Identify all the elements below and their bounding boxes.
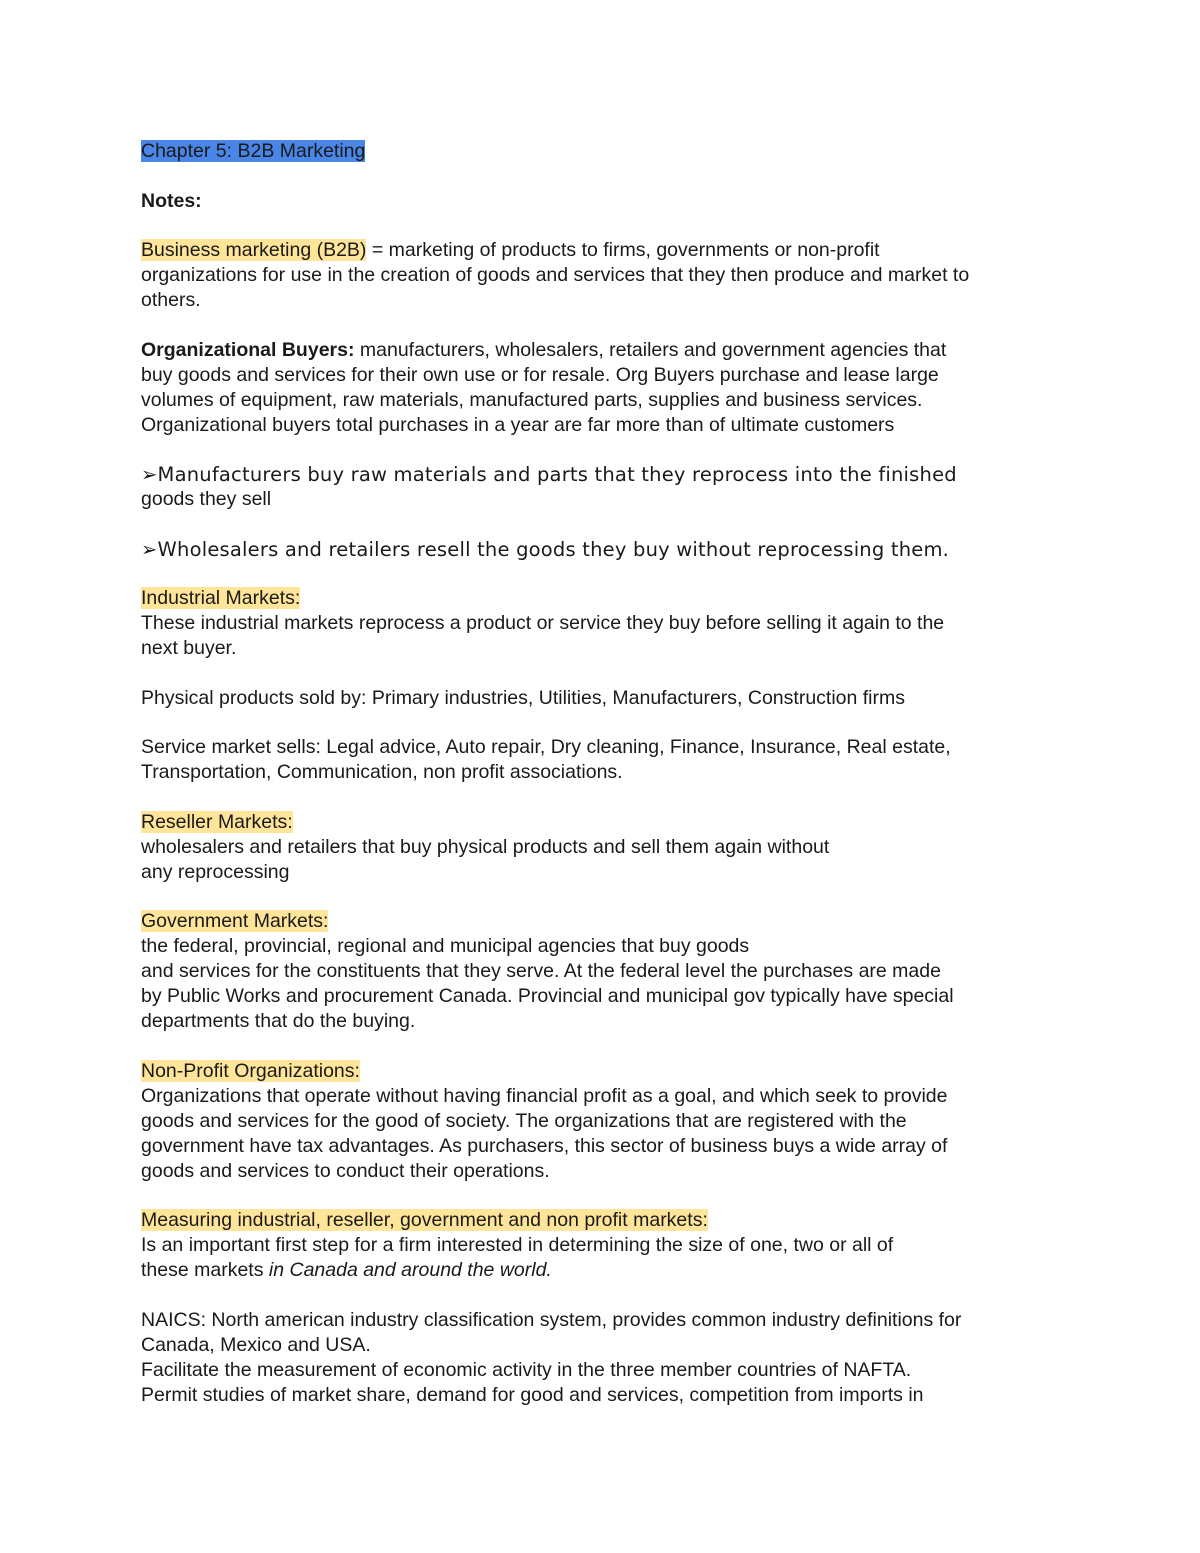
industrial-line-2: next buyer. <box>141 637 237 659</box>
title-line <box>141 139 1071 164</box>
b2b-line-1 <box>141 238 1071 263</box>
naics-line-4: Permit studies of market share, demand for good and services, competition from imports in <box>141 1383 924 1406</box>
government-line-1: the federal, provincial, regional and municipal agencies that buy goods <box>141 935 750 957</box>
reseller-heading-line <box>141 810 1071 835</box>
arrow-bullet-icon: ➢ <box>141 537 158 561</box>
bullet-manufacturers-text: Manufacturers buy raw materials and parts that they reprocess into the finished <box>157 463 957 486</box>
bullet-manufacturers-line-2: goods they sell <box>141 488 272 510</box>
b2b-line-2: organizations for use in the creation of goods and services that they then produce and market to <box>141 264 970 286</box>
b2b-term: Business marketing (B2B) <box>141 239 367 261</box>
reseller-line-1: wholesalers and retailers that buy physical products and sell them again without <box>141 835 830 858</box>
government-line-2: and services for the constituents that they serve. At the federal level the purchases are made <box>141 960 941 982</box>
reseller-line-2: any reprocessing <box>141 860 290 883</box>
notes-label: Notes: <box>141 189 202 212</box>
bullet-wholesalers <box>141 537 1071 562</box>
org-buyers-line-1 <box>141 338 1071 363</box>
org-buyers-term: Organizational Buyers: <box>141 338 355 361</box>
bullet-manufacturers <box>141 462 1071 487</box>
org-buyers-line-3: volumes of equipment, raw materials, manufactured parts, supplies and business services. <box>141 388 923 411</box>
industrial-heading-line <box>141 586 1071 611</box>
document-page <box>141 139 1071 1408</box>
arrow-bullet-icon: ➢ <box>141 463 158 486</box>
measuring-line-2-italic: in Canada and around the world. <box>268 1259 552 1281</box>
nonprofit-heading: Non-Profit Organizations: <box>141 1059 360 1082</box>
nonprofit-line-3: government have tax advantages. As purchasers, this sector of business buys a wide array of <box>141 1134 948 1157</box>
government-heading-line <box>141 909 1071 934</box>
org-buyers-line-2: buy goods and services for their own use or for resale. Org Buyers purchase and lease large <box>141 363 939 386</box>
nonprofit-line-1: Organizations that operate without having financial profit as a goal, and which seek to provide <box>141 1084 948 1107</box>
bullet-wholesalers-text: Wholesalers and retailers resell the goods they buy without reprocessing them. <box>157 537 950 561</box>
government-line-4: departments that do the buying. <box>141 1010 416 1032</box>
industrial-line-1: These industrial markets reprocess a product or service they buy before selling it again to the <box>141 612 945 634</box>
physical-products-line: Physical products sold by: Primary industries, Utilities, Manufacturers, Construction firms <box>141 686 906 709</box>
service-market-line-1: Service market sells: Legal advice, Auto repair, Dry cleaning, Finance, Insurance, Real estate, <box>141 736 951 758</box>
measuring-line-2 <box>141 1258 1071 1283</box>
measuring-line-1: Is an important first step for a firm interested in determining the size of one, two or all of <box>141 1234 894 1256</box>
org-buyers-line-4: Organizational buyers total purchases in a year are far more than of ultimate customers <box>141 413 895 436</box>
measuring-line-2-plain: these markets <box>141 1259 269 1281</box>
org-buyers-definition: manufacturers, wholesalers, retailers and government agencies that <box>354 338 947 361</box>
naics-line-3: Facilitate the measurement of economic activity in the three member countries of NAFTA. <box>141 1358 912 1381</box>
government-line-3: by Public Works and procurement Canada. Provincial and municipal gov typically have special <box>141 985 954 1007</box>
reseller-heading: Reseller Markets: <box>141 810 293 833</box>
b2b-line-3: others. <box>141 289 201 311</box>
nonprofit-line-4: goods and services to conduct their operations. <box>141 1159 550 1182</box>
b2b-definition: = marketing of products to firms, governments or non-profit <box>366 239 880 261</box>
nonprofit-line-2: goods and services for the good of society. The organizations that are registered with the <box>141 1109 907 1132</box>
nonprofit-heading-line <box>141 1059 1071 1084</box>
government-heading: Government Markets: <box>141 910 329 932</box>
industrial-heading: Industrial Markets: <box>141 587 301 609</box>
chapter-title: Chapter 5: B2B Marketing <box>141 140 366 162</box>
naics-line-2: Canada, Mexico and USA. <box>141 1333 371 1356</box>
measuring-heading-line <box>141 1208 1071 1233</box>
naics-line-1: NAICS: North american industry classification system, provides common industry definitions for <box>141 1308 962 1331</box>
measuring-heading: Measuring industrial, reseller, government and non profit markets: <box>141 1209 708 1231</box>
service-market-line-2: Transportation, Communication, non profit associations. <box>141 761 623 783</box>
